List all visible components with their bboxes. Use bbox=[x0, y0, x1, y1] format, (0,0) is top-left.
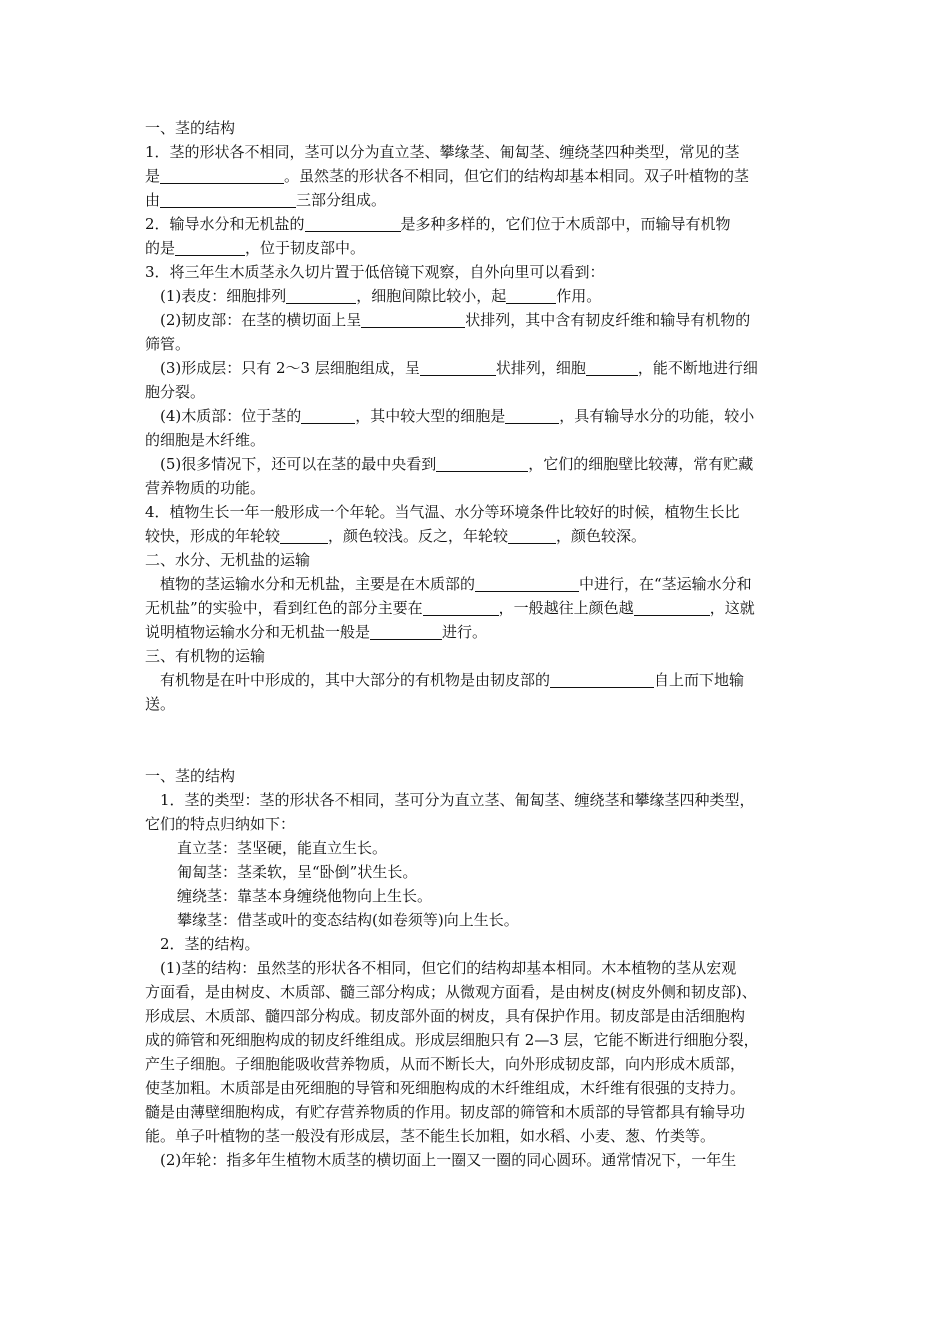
answer-blank[interactable] bbox=[280, 527, 328, 544]
text-line: (2)年轮：指多年生植物木质茎的横切面上一圈又一圈的同心圆环。通常情况下，一年生 bbox=[160, 1151, 737, 1169]
text-line: 无机盐”的实验中，看到红色的部分主要在 ，一般越往上颜色越 ，这就 bbox=[145, 599, 755, 617]
answer-blank[interactable] bbox=[586, 359, 638, 376]
list-item: 直立茎：茎坚硬，能直立生长。 bbox=[177, 839, 388, 857]
document-content bbox=[145, 116, 809, 1172]
section-heading: 一、茎的结构 bbox=[145, 767, 236, 785]
text-line: 较快，形成的年轮较 ，颜色较浅。反之，年轮较 ，颜色较深。 bbox=[145, 527, 647, 545]
text-line: 胞分裂。 bbox=[145, 383, 206, 401]
answer-blank[interactable] bbox=[160, 167, 284, 184]
text-line: 植物的茎运输水分和无机盐，主要是在木质部的 中进行，在“茎运输水分和 bbox=[160, 575, 752, 593]
list-item: 攀缘茎：借茎或叶的变态结构(如卷须等)向上生长。 bbox=[177, 911, 519, 929]
text-line: 的是 ，位于韧皮部中。 bbox=[145, 239, 366, 257]
text-line: (5)很多情况下，还可以在茎的最中央看到 ，它们的细胞壁比较薄，常有贮藏 bbox=[160, 455, 754, 473]
text-line: 形成层、木质部、髓四部分构成。韧皮部外面的树皮，具有保护作用。韧皮部是由活细胞构 bbox=[145, 1007, 746, 1025]
answer-blank[interactable] bbox=[436, 455, 528, 472]
answer-blank[interactable] bbox=[361, 311, 465, 328]
text-line: 是 。虽然茎的形状各不相同，但它们的结构却基本相同。双子叶植物的茎 bbox=[145, 167, 750, 185]
text-line: (1)茎的结构：虽然茎的形状各不相同，但它们的结构却基本相同。木本植物的茎从宏观 bbox=[160, 959, 737, 977]
section-heading: 一、茎的结构 bbox=[145, 119, 236, 137]
answer-blank[interactable] bbox=[423, 599, 499, 616]
text-line: 成的筛管和死细胞构成的韧皮纤维组成。形成层细胞只有 2—3 层，它能不断进行细胞分裂， bbox=[145, 1031, 759, 1049]
answer-blank[interactable] bbox=[301, 407, 355, 424]
answer-blank[interactable] bbox=[475, 575, 579, 592]
text-line: 1．茎的形状各不相同，茎可以分为直立茎、攀缘茎、匍匐茎、缠绕茎四种类型，常见的茎 bbox=[145, 143, 740, 161]
answer-blank[interactable] bbox=[550, 671, 654, 688]
text-line: 3．将三年生木质茎永久切片置于低倍镜下观察，自外向里可以看到： bbox=[145, 263, 605, 281]
answer-blank[interactable] bbox=[508, 527, 556, 544]
answer-blank[interactable] bbox=[305, 215, 401, 232]
text-line: 方面看，是由树皮、木质部、髓三部分构成；从微观方面看，是由树皮(树皮外侧和韧皮部)、 bbox=[145, 983, 757, 1001]
list-item: 匍匐茎：茎柔软，呈“卧倒”状生长。 bbox=[177, 863, 418, 881]
answer-blank[interactable] bbox=[286, 287, 356, 304]
text-line: 说明植物运输水分和无机盐一般是 进行。 bbox=[145, 623, 488, 641]
text-line: 使茎加粗。木质部是由死细胞的导管和死细胞构成的木纤维组成，木纤维有很强的支持力。 bbox=[145, 1079, 746, 1097]
answer-blank[interactable] bbox=[505, 407, 559, 424]
section-heading: 二、水分、无机盐的运输 bbox=[145, 551, 311, 569]
text-line: 它们的特点归纳如下： bbox=[145, 815, 296, 833]
text-line: 由 三部分组成。 bbox=[145, 191, 387, 209]
text-line: 的细胞是木纤维。 bbox=[145, 431, 266, 449]
text-line: 送。 bbox=[145, 695, 176, 713]
text-line: 能。单子叶植物的茎一般没有形成层，茎不能生长加粗，如水稻、小麦、葱、竹类等。 bbox=[145, 1127, 716, 1145]
text-line: 有机物是在叶中形成的，其中大部分的有机物是由韧皮部的 自上而下地输 bbox=[160, 671, 745, 689]
answer-blank[interactable] bbox=[175, 239, 245, 256]
text-line: 4．植物生长一年一般形成一个年轮。当气温、水分等环境条件比较好的时候，植物生长比 bbox=[145, 503, 740, 521]
answer-blank[interactable] bbox=[506, 287, 556, 304]
text-line: 产生子细胞。子细胞能吸收营养物质，从而不断长大，向外形成韧皮部，向内形成木质部， bbox=[145, 1055, 746, 1073]
section-spacer bbox=[145, 716, 809, 764]
text-line: 2．茎的结构。 bbox=[160, 935, 260, 953]
list-item: 缠绕茎：靠茎本身缠绕他物向上生长。 bbox=[177, 887, 433, 905]
text-line: 1．茎的类型：茎的形状各不相同，茎可分为直立茎、匍匐茎、缠绕茎和攀缘茎四种类型， bbox=[160, 791, 755, 809]
text-line: (3)形成层：只有 2～3 层细胞组成，呈 状排列，细胞 ，能不断地进行细 bbox=[160, 359, 758, 377]
text-line: 髓是由薄壁细胞构成，有贮存营养物质的作用。韧皮部的筛管和木质部的导管都具有输导功 bbox=[145, 1103, 746, 1121]
section-heading: 三、有机物的运输 bbox=[145, 647, 266, 665]
text-line: 筛管。 bbox=[145, 335, 191, 353]
text-line: 2．输导水分和无机盐的 是多种多样的，它们位于木质部中，而输导有机物 bbox=[145, 215, 731, 233]
text-line: 营养物质的功能。 bbox=[145, 479, 266, 497]
text-line: (2)韧皮部：在茎的横切面上呈 状排列，其中含有韧皮纤维和输导有机物的 bbox=[160, 311, 751, 329]
text-line: (4)木质部：位于茎的 ，其中较大型的细胞是 ，具有输导水分的功能，较小 bbox=[160, 407, 755, 425]
answer-blank[interactable] bbox=[420, 359, 496, 376]
answer-blank[interactable] bbox=[160, 191, 296, 208]
text-line: (1)表皮：细胞排列 ，细胞间隙比较小，起 作用。 bbox=[160, 287, 602, 305]
answer-blank[interactable] bbox=[370, 623, 442, 640]
answer-blank[interactable] bbox=[634, 599, 710, 616]
